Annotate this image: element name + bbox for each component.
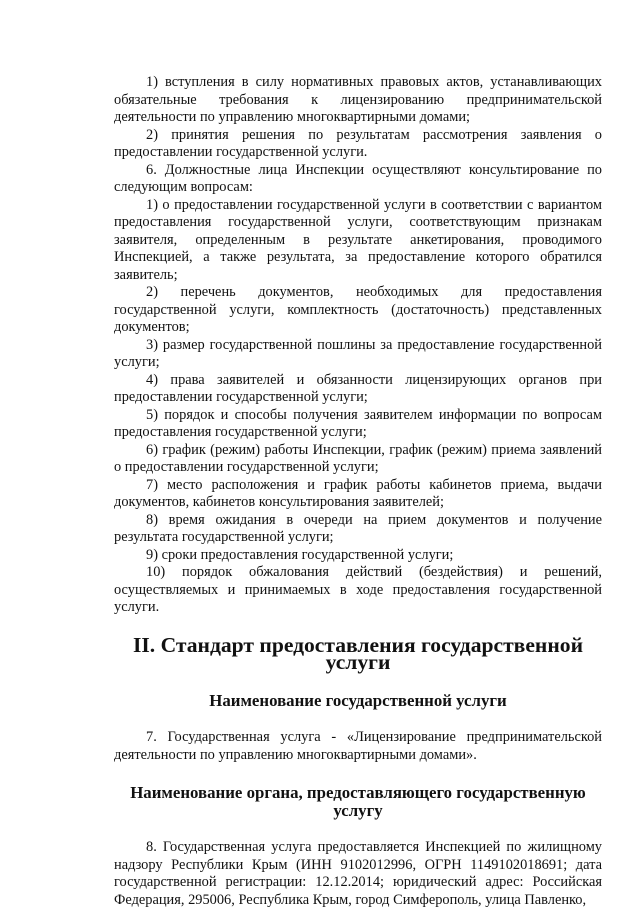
list-item: 5) порядок и способы получения заявителем информации по вопросам предоставления государственной услуги;	[114, 406, 602, 440]
list-item: 4) права заявителей и обязанности лицензирующих органов при предоставлении государственной услуги;	[114, 371, 602, 405]
subheading-organ-name: Наименование органа, предоставляющего государственную услугу	[130, 783, 586, 820]
list-item: 10) порядок обжалования действий (бездействия) и решений, осуществляемых и принимаемых в ходе предоставления государственной услуги.	[114, 564, 602, 615]
section-heading: II. Стандарт предоставления государственной услуги	[133, 632, 583, 674]
paragraph-7: 7. Государственная услуга - «Лицензирование предпринимательской деятельности по управлению многоквартирными домами».	[114, 729, 602, 763]
paragraph: 6. Должностные лица Инспекции осуществляют консультирование по следующим вопросам:	[114, 161, 602, 195]
list-item: 8) время ожидания в очереди на прием документов и получение результата государственной услуги;	[114, 511, 602, 545]
list-item: 3) размер государственной пошлины за предоставление государственной услуги;	[114, 336, 602, 370]
list-item: 7) место расположения и график работы кабинетов приема, выдачи документов, кабинетов консультирования заявителей;	[114, 476, 602, 510]
subheading-service-name: Наименование государственной услуги	[209, 690, 507, 710]
paragraph-8: 8. Государственная услуга предоставляется Инспекцией по жилищному надзору Республики Крым (ИНН 9102012996, ОГРН 1149102018691; дата государственной регистрации: 12.12.2014; юридический адрес: Российская Федерация, 295006, Республика Крым, город Симферополь, улица Павленко,	[114, 839, 602, 908]
paragraph: 2) принятия решения по результатам рассмотрения заявления о предоставлении государственной услуги.	[114, 126, 602, 160]
paragraph: 1) вступления в силу нормативных правовых актов, устанавливающих обязательные требования к лицензированию предпринимательской деятельности по управлению многоквартирными домами;	[114, 74, 602, 125]
list-item: 2) перечень документов, необходимых для предоставления государственной услуги, комплектность (достаточность) представленных документов;	[114, 284, 602, 335]
document-page	[114, 74, 602, 909]
list-item: 9) сроки предоставления государственной услуги;	[146, 546, 454, 563]
list-item: 6) график (режим) работы Инспекции, график (режим) приема заявлений о предоставлении государственной услуги;	[114, 441, 602, 475]
list-item: 1) о предоставлении государственной услуги в соответствии с вариантом предоставления государственной услуги, соответствующим признакам заявителя, определенным в результате анкетирования, проводимого Инспекцией, а также результата, за предоставление которого обратился заявитель;	[114, 196, 602, 283]
